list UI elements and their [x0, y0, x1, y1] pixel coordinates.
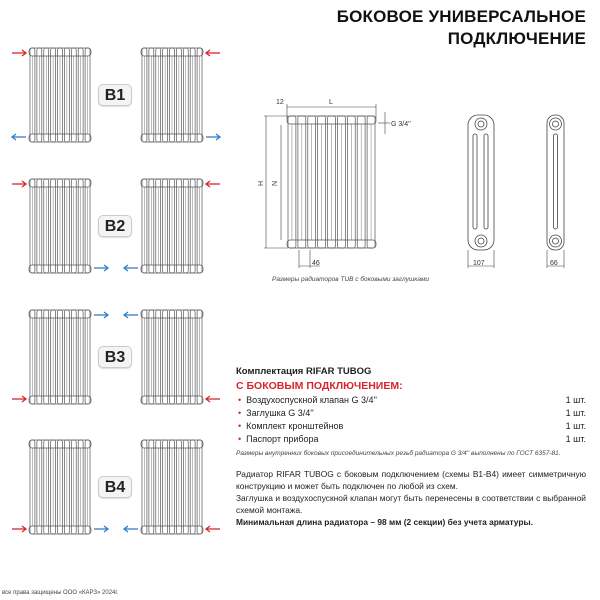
radiator-right	[141, 179, 203, 273]
radiator-side-view-107	[468, 115, 494, 250]
radiator-side-view-66	[547, 115, 564, 250]
kit-item-name	[238, 394, 377, 407]
bullet-icon: •	[238, 421, 242, 431]
dim-thread: G 3/4''	[391, 121, 411, 128]
radiator-left	[29, 310, 91, 404]
kit-item-name	[238, 433, 319, 446]
scheme-label-b3: B3	[98, 346, 132, 368]
kit-note: Размеры внутренних боковых присоединительных резьб радиатора G 3/4'' выполнены по ГОСТ 6357-81.	[236, 450, 561, 457]
kit-item-label: Заглушка G 3/4''	[246, 408, 314, 418]
bullet-icon: •	[238, 434, 242, 444]
kit-item-qty: 1 шт.	[565, 421, 586, 431]
kit-item	[236, 394, 586, 407]
page-title	[337, 6, 586, 50]
dim-107: 107	[473, 260, 485, 267]
kit-item-label: Комплект кронштейнов	[246, 421, 344, 431]
radiator-left	[29, 48, 91, 142]
kit-item-name	[238, 420, 343, 433]
kit-item-qty: 1 шт.	[565, 434, 586, 444]
kit-section	[236, 366, 586, 457]
drawing-caption: Размеры радиаторов TUB с боковыми заглушками	[272, 276, 430, 283]
description	[236, 468, 586, 528]
copyright: все права защищены ООО «КАРЗ» 2024г.	[2, 590, 119, 596]
kit-item-label: Воздухоспускной клапан G 3/4''	[246, 395, 377, 405]
kit-item	[236, 433, 586, 446]
dim-L: L	[329, 99, 333, 106]
radiator-right	[141, 440, 203, 534]
bullet-icon: •	[238, 395, 242, 405]
kit-item	[236, 420, 586, 433]
kit-item	[236, 407, 586, 420]
radiator-right	[141, 48, 203, 142]
radiator-left	[29, 179, 91, 273]
kit-heading: Комплектация RIFAR TUBOG	[236, 366, 372, 377]
dim-H: H	[258, 180, 265, 186]
scheme-label-b4: B4	[98, 476, 132, 498]
dim-66: 66	[550, 260, 558, 267]
radiator-front-view	[287, 116, 376, 248]
scheme-label-b1: B1	[98, 84, 132, 106]
dimension-drawing	[250, 90, 600, 280]
radiator-right	[141, 310, 203, 404]
radiator-left	[29, 440, 91, 534]
kit-list	[236, 394, 586, 446]
kit-subheading: С БОКОВЫМ ПОДКЛЮЧЕНИЕМ:	[236, 380, 403, 392]
title-line-1: БОКОВОЕ УНИВЕРСАЛЬНОЕ	[336, 7, 586, 26]
title-line-2: ПОДКЛЮЧЕНИЕ	[447, 29, 586, 48]
dim-N: N	[272, 180, 279, 186]
description-p2: Заглушка и воздухоспускной клапан могут быть перенесены в соответствии с выбранной схемой монтажа.	[236, 493, 586, 515]
bullet-icon: •	[238, 408, 242, 418]
kit-item-qty: 1 шт.	[565, 395, 586, 405]
dim-46: 46	[312, 260, 320, 267]
kit-item-name	[238, 407, 314, 420]
kit-item-qty: 1 шт.	[565, 408, 586, 418]
dim-12: 12	[276, 99, 284, 106]
description-p3: Минимальная длина радиатора – 98 мм (2 секции) без учета арматуры.	[236, 517, 533, 527]
kit-item-label: Паспорт прибора	[246, 434, 319, 444]
description-p1: Радиатор RIFAR TUBOG с боковым подключением (схемы B1-B4) имеет симметричную конструкцию и может быть подключен по любой из схем.	[236, 469, 586, 491]
scheme-label-b2: B2	[98, 215, 132, 237]
